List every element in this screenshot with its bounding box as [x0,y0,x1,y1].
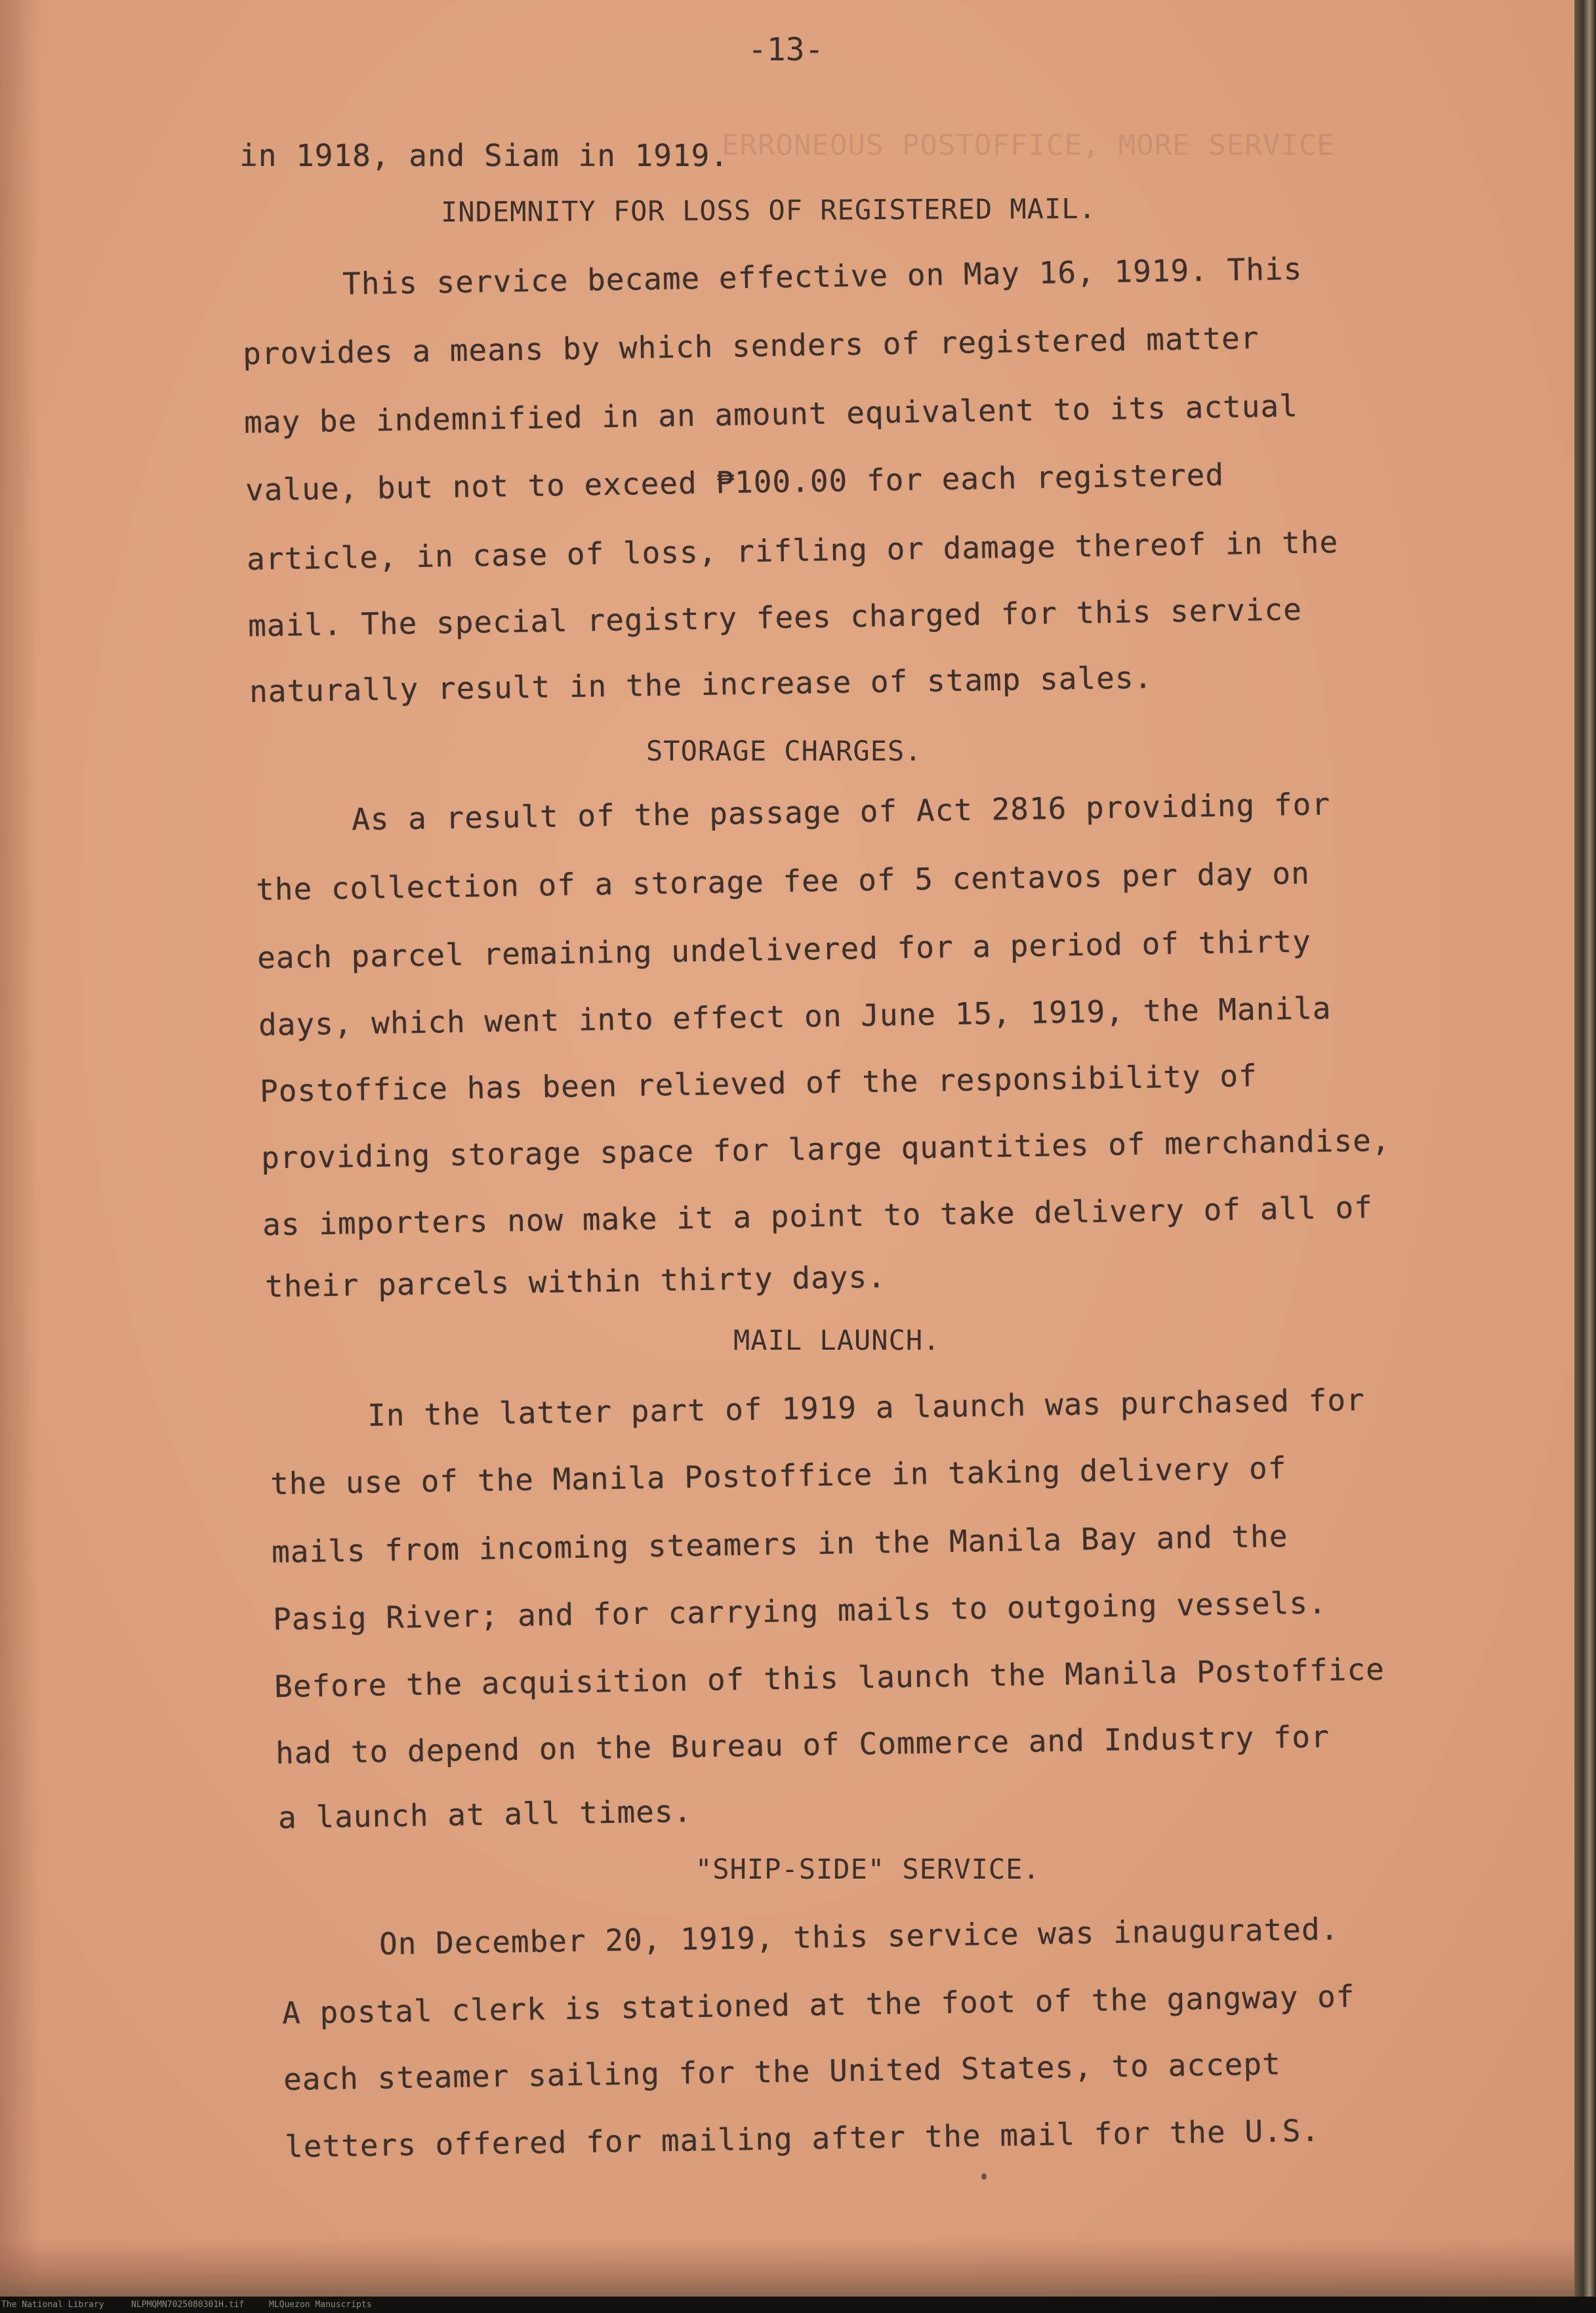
text-line: Postoffice has been relieved of the responsibility of [259,1058,1258,1109]
footer-library: The National Library [1,2300,104,2310]
text-line: their parcels within thirty days. [264,1259,887,1304]
text-line: provides a means by which senders of registered matter [242,320,1259,372]
text-line: the collection of a storage fee of 5 centavos per day on [255,855,1311,907]
text-line: article, in case of loss, rifling or damage thereof in the [246,524,1339,577]
text-line: each steamer sailing for the United States, to accept [283,2046,1282,2097]
bleed-through-text: ERRONEOUS POSTOFFICE, MORE SERVICE [722,129,1335,162]
text-line: On December 20, 1919, this service was inaugurated. [379,1911,1340,1962]
text-line: As a result of the passage of Act 2816 providing for [351,786,1331,837]
text-line: letters offered for mailing after the mail for the U.S. [284,2112,1320,2165]
section-heading-mail-launch: MAIL LAUNCH. [733,1324,941,1356]
text-line: as importers now make it a point to take delivery of all of [262,1189,1374,1243]
text-line: naturally result in the increase of stamp sales. [249,659,1153,709]
text-line: A postal clerk is stationed at the foot of the gangway of [281,1978,1355,2031]
text-line: value, but not to exceed ₱100.00 for each registered [245,457,1225,508]
text-line: mails from incoming steamers in the Manila Bay and the [271,1518,1288,1570]
text-line: had to depend on the Bureau of Commerce and Industry for [275,1719,1330,1771]
footer-file-id: NLPMQMN7025080301H.tif [131,2300,245,2310]
text-line: days, which went into effect on June 15, 1919, the Manila [258,990,1332,1043]
text-line: a launch at all times. [277,1793,693,1835]
binding-edge [1574,0,1596,2313]
footer-collection: MLQuezon Manuscripts [269,2300,372,2310]
section-heading-storage: STORAGE CHARGES. [646,735,922,767]
text-line: may be indemnified in an amount equivalent to its actual [243,388,1299,440]
text-line: providing storage space for large quantities of merchandise, [260,1122,1391,1176]
ink-speck [981,2173,987,2180]
text-line: in 1918, and Siam in 1919. [239,138,729,173]
text-line: This service became effective on May 16, 1919. This [342,251,1303,302]
page-bottom-shadow [0,2239,1574,2297]
page-fold-shadow [0,0,39,2297]
text-line: each parcel remaining undelivered for a period of thirty [256,923,1312,976]
text-line: mail. The special registry fees charged for this service [247,591,1303,644]
text-line: Before the acquisition of this launch the Manila Postoffice [274,1651,1385,1705]
text-line: In the latter part of 1919 a launch was purchased for [367,1382,1366,1433]
section-heading-ship-side: "SHIP-SIDE" SERVICE. [695,1853,1040,1885]
text-line: Pasig River; and for carrying mails to outgoing vessels. [272,1585,1328,1637]
section-heading-indemnity: INDEMNITY FOR LOSS OF REGISTERED MAIL. [440,192,1096,228]
text-line: the use of the Manila Postoffice in taking delivery of [270,1449,1287,1502]
page-number: -13- [748,31,824,68]
